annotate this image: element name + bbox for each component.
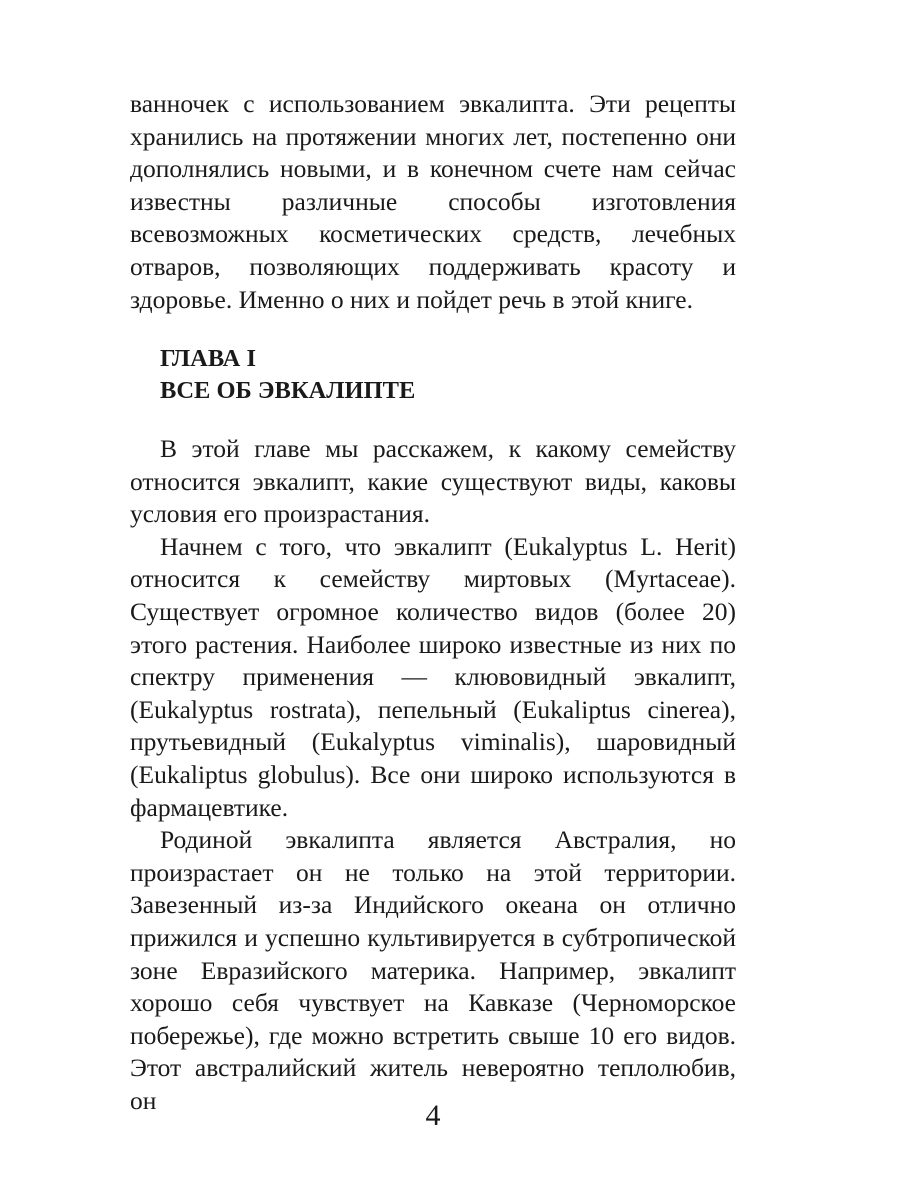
chapter-paragraph: В этой главе мы расскажем, к какому семейству относится эвкалипт, какие существуют виды, каковы условия его произрастания. <box>130 434 736 529</box>
intro-paragraph: ванночек с использованием эвкалипта. Эти рецепты хранились на протяжении многих лет, постепенно они дополнялись новыми, и в конечном счете нам сейчас известны различные способы изготовления всевозможных косметических средств, лечебных отваров, позволяющих поддерживать красоту и здоровье. Именно о них и пойдет речь в этой книге. <box>130 89 736 314</box>
intro-text-block <box>130 88 736 316</box>
chapter-heading <box>160 343 415 407</box>
chapter-title: ВСЕ ОБ ЭВКАЛИПТЕ <box>160 377 416 404</box>
chapter-text-block <box>130 433 736 1117</box>
chapter-paragraph: Родиной эвкалипта является Австралия, но произрастает он не только на этой территории. Завезенный из-за Индийского океана он отлично прижился и успешно культивируется в субтропической зоне Евразийского материка. Например, эвкалипт хорошо себя чувствует на Кавказе (Черноморское побережье), где можно встретить свыше 10 его видов. Этот австралийский житель невероятно теплолюбив, он <box>130 825 736 1115</box>
page-number: 4 <box>425 1099 441 1132</box>
chapter-number: ГЛАВА I <box>160 345 256 372</box>
chapter-paragraph: Начнем с того, что эвкалипт (Eukalyptus L. Herit) относится к семейству миртовых (Myrtaceae). Существует огромное количество видов (более 20) этого растения. Наиболее широко известные из них по спектру применения — клювовидный эвкалипт, (Eukalyptus rostrata), пепельный (Eukaliptus cinerea), прутьевидный (Eukalyptus viminalis), шаровидный (Eukaliptus globulus). Все они широко используются в фармацевтике. <box>130 531 736 822</box>
